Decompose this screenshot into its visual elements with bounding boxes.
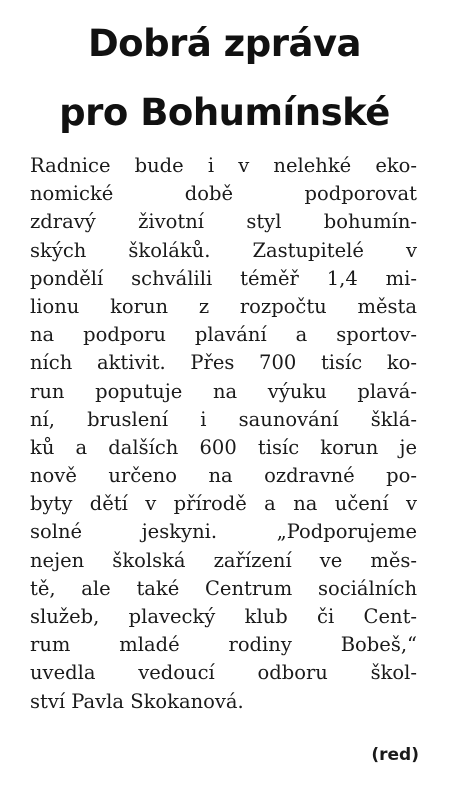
body-line: lionu korun z rozpočtu města [30, 294, 417, 318]
body-line: tě, ale také Centrum sociálních [30, 576, 417, 600]
body-line: ní, bruslení i saunování šklá- [30, 407, 417, 431]
body-line: ků a dalších 600 tisíc korun je [30, 435, 417, 459]
headline-line-1: Dobrá zpráva [87, 22, 362, 65]
body-line: Radnice bude i v nelehké eko- [30, 154, 417, 177]
body-line: nově určeno na ozdravné po- [30, 464, 417, 488]
body-line: run poputuje na výuku plavá- [30, 379, 417, 403]
body-line: uvedla vedoucí odboru škol- [30, 661, 417, 685]
body-line: ství Pavla Skokanová. [30, 689, 244, 713]
body-line: nejen školská zařízení ve měs- [30, 548, 417, 572]
article-body [30, 152, 417, 716]
body-line: byty dětí v přírodě a na učení v [30, 492, 417, 516]
body-line: nomické době podporovat [30, 182, 417, 206]
body-line: na podporu plavání a sportov- [30, 323, 417, 347]
body-line: služeb, plavecký klub či Cent- [30, 605, 417, 628]
author-signature: (red) [371, 745, 419, 765]
body-line: ních aktivit. Přes 700 tisíc ko- [30, 351, 417, 375]
headline-line-2: pro Bohumínské [59, 91, 390, 134]
body-line: solné jeskyni. „Podporujeme [30, 520, 417, 544]
body-line: ských školáků. Zastupitelé v [30, 238, 417, 262]
body-line: rum mladé rodiny Bobeš,“ [30, 633, 417, 657]
body-line: zdravý životní styl bohumín- [30, 210, 417, 234]
body-line: pondělí schválili téměř 1,4 mi- [30, 266, 417, 290]
